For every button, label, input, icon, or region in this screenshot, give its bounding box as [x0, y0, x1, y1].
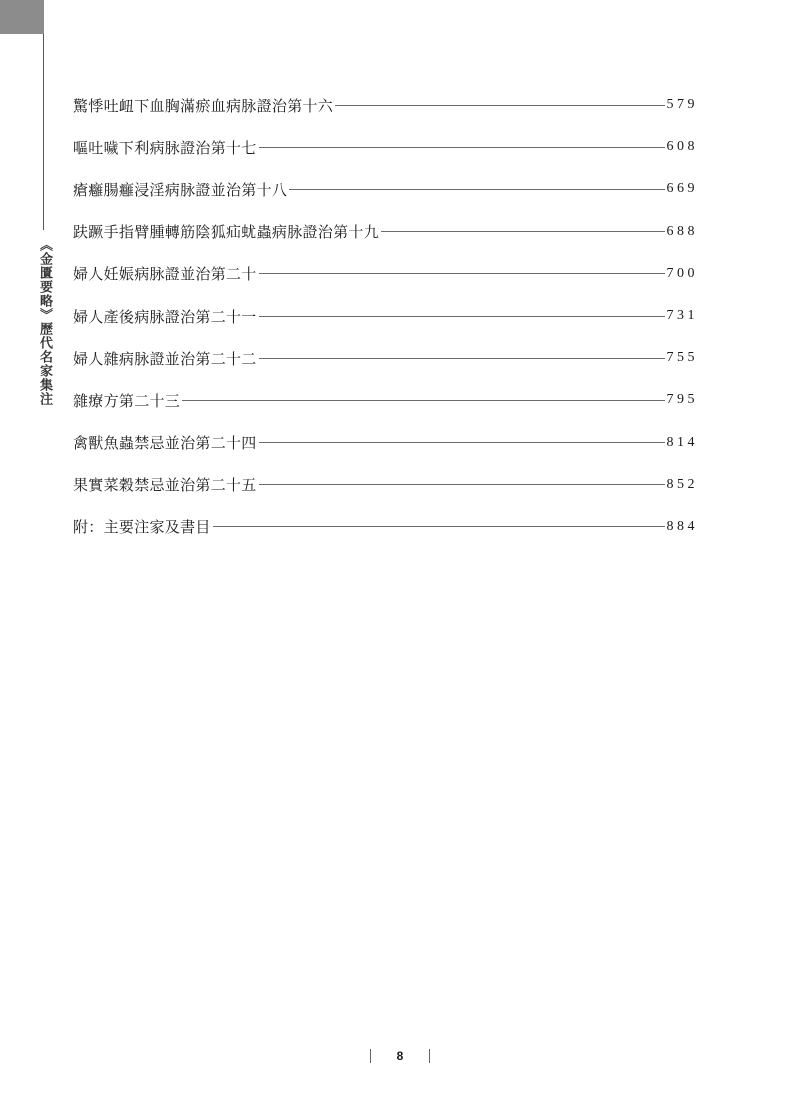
toc-entry-page: 795: [666, 392, 698, 408]
toc-entry-title: 趺蹶手指臂腫轉筋陰狐疝蚘蟲病脉證治第十九: [73, 223, 380, 242]
toc-entry[interactable]: [73, 506, 698, 548]
toc-entry[interactable]: [73, 84, 698, 126]
toc-entry[interactable]: [73, 422, 698, 464]
toc-entry-page: 731: [666, 308, 698, 324]
toc-leader-line: [259, 442, 665, 443]
toc-leader-line: [259, 147, 665, 148]
toc-leader-line: [182, 400, 664, 401]
toc-entry[interactable]: [73, 337, 698, 379]
toc-leader-line: [259, 316, 665, 317]
toc-leader-line: [259, 273, 665, 274]
toc-entry-page: 608: [666, 139, 698, 155]
toc-entry-page: 579: [666, 97, 698, 113]
toc-leader-line: [259, 358, 665, 359]
corner-tab: [0, 0, 44, 34]
toc-leader-line: [335, 105, 664, 106]
toc-leader-line: [259, 484, 665, 485]
toc-entry-page: 884: [666, 518, 698, 534]
toc-entry-title: 婦人雜病脉證並治第二十二: [73, 349, 257, 368]
page-footer: [0, 1046, 800, 1066]
toc-entry-title: 婦人妊娠病脉證並治第二十: [73, 265, 257, 284]
toc-leader-line: [381, 231, 664, 232]
toc-entry[interactable]: [73, 464, 698, 506]
toc-entry[interactable]: [73, 126, 698, 168]
footer-divider: [370, 1049, 371, 1063]
table-of-contents: [73, 84, 698, 548]
toc-leader-line: [213, 526, 665, 527]
toc-entry[interactable]: [73, 211, 698, 253]
toc-entry-title: 驚悸吐衄下血胸滿瘀血病脉證治第十六: [73, 96, 334, 115]
running-title: 《金匱要略》歷代名家集注: [37, 238, 52, 406]
toc-entry-title: 禽獸魚蟲禁忌並治第二十四: [73, 434, 257, 453]
toc-leader-line: [289, 189, 664, 190]
toc-entry-page: 669: [666, 181, 698, 197]
toc-entry-page: 700: [666, 265, 698, 281]
toc-entry-title: 婦人產後病脉證治第二十一: [73, 307, 257, 326]
toc-entry-title: 果實菜穀禁忌並治第二十五: [73, 476, 257, 495]
toc-entry-page: 688: [666, 223, 698, 239]
toc-entry-page: 755: [666, 350, 698, 366]
toc-entry[interactable]: [73, 379, 698, 421]
toc-entry[interactable]: [73, 253, 698, 295]
toc-entry-title: 雜療方第二十三: [73, 391, 181, 410]
toc-entry-title: 瘡癰腸癰浸淫病脉證並治第十八: [73, 180, 288, 199]
toc-entry-title: 附：主要注家及書目: [73, 518, 211, 537]
toc-entry-page: 852: [666, 476, 698, 492]
footer-divider: [429, 1049, 430, 1063]
toc-entry[interactable]: [73, 168, 698, 210]
toc-entry-page: 814: [666, 434, 698, 450]
page-number: 8: [396, 1049, 404, 1063]
toc-entry[interactable]: [73, 295, 698, 337]
toc-entry-title: 嘔吐噦下利病脉證治第十七: [73, 138, 257, 157]
side-rule: [43, 34, 44, 230]
